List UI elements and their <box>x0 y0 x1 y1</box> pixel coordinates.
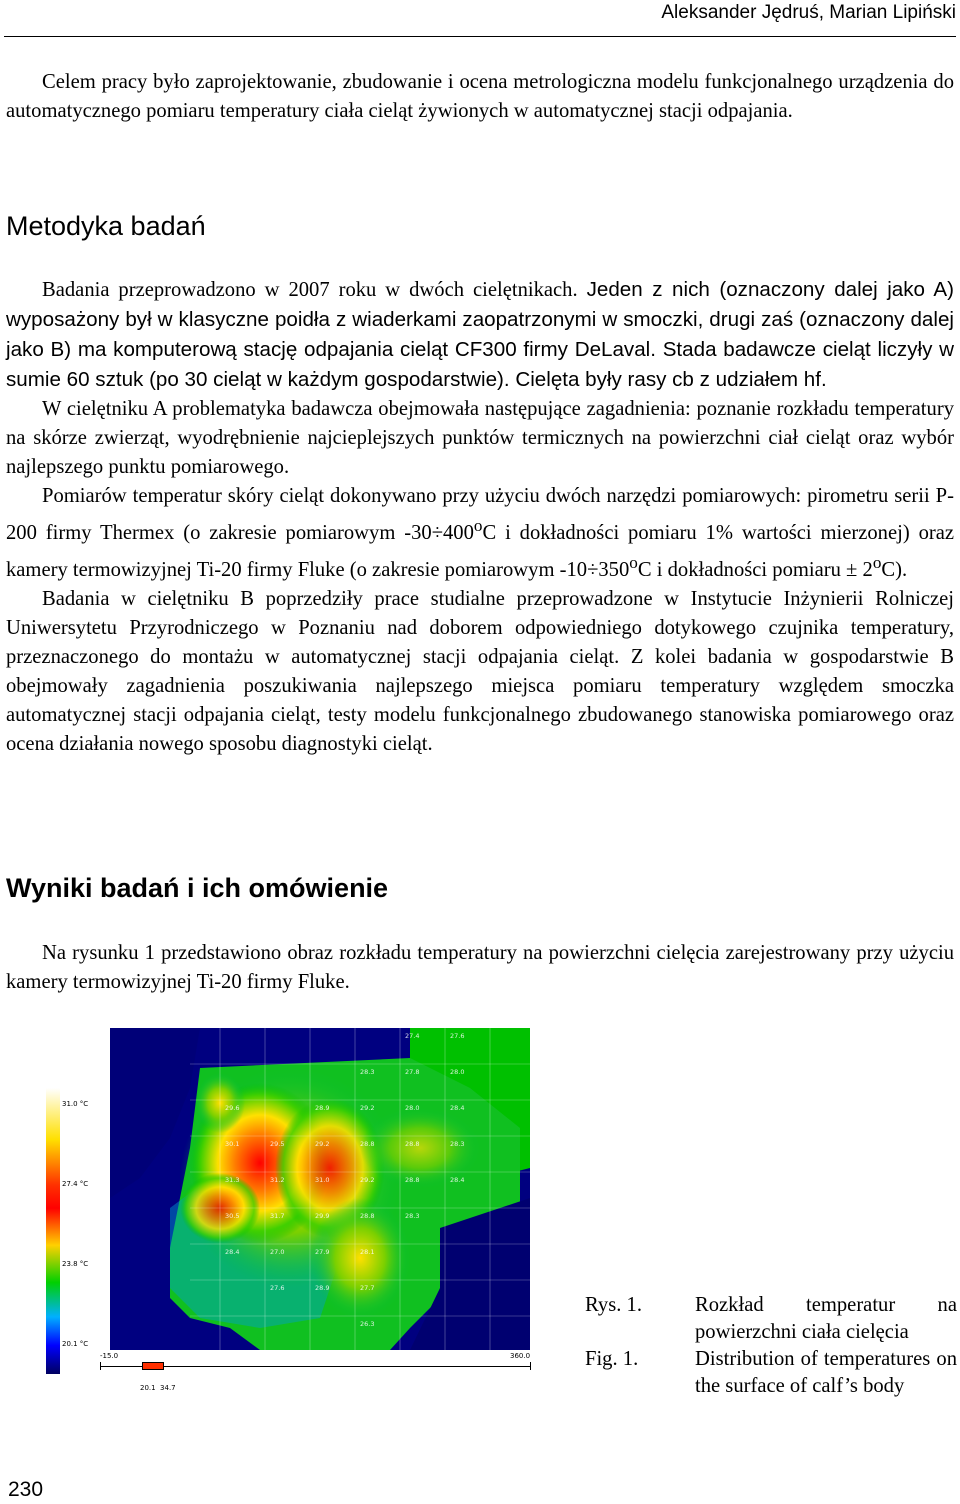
grid-temperature-label: 29.2 <box>360 1176 375 1184</box>
grid-temperature-label: 29.2 <box>360 1104 375 1112</box>
caption-pl-text: Rozkład temperatur na powierzchni ciała cielęcia <box>695 1294 957 1343</box>
grid-temperature-label: 28.3 <box>450 1140 465 1148</box>
grid-temperature-label: 31.2 <box>270 1176 285 1184</box>
section-title-methods: Metodyka badań <box>6 211 206 241</box>
range-min-label: -15.0 <box>100 1352 119 1360</box>
grid-temperature-label: 27.4 <box>405 1032 420 1040</box>
grid-temperature-label: 29.6 <box>225 1104 240 1112</box>
grid-temperature-label: 28.9 <box>315 1284 330 1292</box>
grid-temperature-label: 28.8 <box>360 1212 375 1220</box>
thermal-figure <box>42 1028 562 1408</box>
methods-paragraph-3: Pomiarów temperatur skóry cieląt dokonywano przy użyciu dwóch narzędzi pomiarowych: pirometru serii P-200 firmy Thermex (o zakresie pomiarowym $-30\div 400^oC$ i dokładności pomiaru 1% wartości mierzonej) oraz kamery termowizyjnej Ti-20 firmy Fluke (o zakresie pomiarowym $-10\div 350^oC$ i dokładności pomiaru ± $2^oC$). <box>6 485 954 581</box>
grid-temperature-label: 28.8 <box>405 1140 420 1148</box>
range-tick-min <box>100 1362 101 1370</box>
caption-polish <box>585 1292 957 1346</box>
page-number: 230 <box>8 1478 44 1501</box>
results-block <box>6 939 954 997</box>
range-selection-marker <box>142 1362 164 1370</box>
caption-en-text: Distribution of temperatures on the surface of calf’s body <box>695 1348 957 1397</box>
grid-temperature-label: 27.8 <box>405 1068 420 1076</box>
grid-temperature-label: 27.0 <box>270 1248 285 1256</box>
thermal-image-svg <box>110 1028 530 1350</box>
grid-temperature-label: 31.0 <box>315 1176 330 1184</box>
figure-caption <box>585 1292 957 1400</box>
grid-temperature-label: 30.1 <box>225 1140 240 1148</box>
range-max-label: 360.0 <box>510 1352 531 1360</box>
caption-pl-label: Rys. 1. <box>585 1294 642 1316</box>
grid-temperature-label: 28.4 <box>225 1248 240 1256</box>
header-authors: Aleksander Jędruś, Marian Lipiński <box>661 2 956 23</box>
grid-temperature-label: 29.2 <box>315 1140 330 1148</box>
intro-block <box>6 68 954 126</box>
grid-temperature-label: 27.7 <box>360 1284 375 1292</box>
caption-english <box>585 1346 957 1400</box>
methods-paragraph-2: W cielętniku A problematyka badawcza obejmowała następujące zagadnienia: poznanie rozkładu temperatury na skórze zwierząt, wyodrębnienie najcieplejszych punktów termicznych na powierzchni ciał cieląt oraz wybór najlepszego punktu pomiarowego. <box>6 398 954 478</box>
grid-temperature-label: 28.3 <box>360 1068 375 1076</box>
grid-temperature-label: 28.1 <box>360 1248 375 1256</box>
scale-label-2: 27.4 °C <box>62 1180 89 1188</box>
range-axis <box>100 1366 530 1367</box>
grid-temperature-label: 28.9 <box>315 1104 330 1112</box>
grid-temperature-label: 31.3 <box>225 1176 240 1184</box>
caption-en-label: Fig. 1. <box>585 1348 639 1370</box>
methods-block <box>6 275 954 759</box>
grid-temperature-label: 27.6 <box>270 1284 285 1292</box>
grid-temperature-label: 29.5 <box>270 1140 285 1148</box>
results-paragraph-1: Na rysunku 1 przedstawiono obraz rozkładu temperatury na powierzchni cielęcia zarejestrowany przy użyciu kamery termowizyjnej Ti-20 firmy Fluke. <box>6 942 954 993</box>
grid-temperature-label: 28.4 <box>450 1104 465 1112</box>
grid-temperature-label: 28.0 <box>405 1104 420 1112</box>
running-header <box>4 0 956 37</box>
intro-paragraph: Celem pracy było zaprojektowanie, zbudowanie i ocena metrologiczna modelu funkcjonalnego urządzenia do automatycznego pomiaru temperatury ciała cieląt żywionych w automatycznej stacji odpajania. <box>6 71 954 122</box>
scale-label-1: 31.0 °C <box>62 1100 89 1108</box>
scale-label-3: 23.8 °C <box>62 1260 89 1268</box>
section-title-results: Wyniki badań i ich omówienie <box>6 873 389 903</box>
thermal-image <box>110 1028 530 1350</box>
scale-label-4: 20.1 °C <box>62 1340 89 1348</box>
methods-paragraph-4: Badania w cielętniku B poprzedziły prace studialne przeprowadzone w Instytucie Inżynierii Rolniczej Uniwersytetu Przyrodniczego w Poznaniu nad doborem odpowiedniego dotykowego czujnika temperatury, przeznaczonego do montażu w automatycznej stacji odpajania cieląt. Z kolei badania w gospodarstwie B obejmowały zagadnienia poszukiwania najlepszego miejsca pomiaru temperatury względem smoczka automatycznej stacji odpajania cieląt, testy modelu funkcjonalnego zbudowanego stanowiska pomiarowego oraz ocena działania nowego sposobu diagnostyki cieląt. <box>6 587 954 755</box>
temperature-scale-bar <box>46 1088 60 1374</box>
grid-temperature-label: 28.8 <box>405 1176 420 1184</box>
grid-temperature-label: 28.8 <box>360 1140 375 1148</box>
grid-temperature-label: 28.3 <box>405 1212 420 1220</box>
grid-temperature-label: 28.0 <box>450 1068 465 1076</box>
grid-temperature-label: 27.6 <box>450 1032 465 1040</box>
grid-temperature-label: 26.3 <box>360 1320 375 1328</box>
grid-temperature-label: 28.4 <box>450 1176 465 1184</box>
range-tick-max <box>530 1362 531 1370</box>
grid-temperature-label: 27.9 <box>315 1248 330 1256</box>
grid-temperature-label: 31.7 <box>270 1212 285 1220</box>
methods-paragraph-1: Badania przeprowadzono w 2007 roku w dwóch cielętnikach. Jeden z nich (oznaczony dalej jako A) wyposażony był w klasyczne poidła z wiaderkami zaopatrzonymi w smoczki, drugi zaś (oznaczony dalej jako B) ma komputerową stację odpajania cieląt CF300 firmy DeLaval. Stada badawcze cieląt liczyły w sumie 60 sztuk (po 30 cieląt w każdym gospodarstwie). Cielęta były rasy cb z udziałem hf. <box>6 278 954 391</box>
grid-temperature-label: 30.5 <box>225 1212 240 1220</box>
grid-temperature-label: 29.9 <box>315 1212 330 1220</box>
range-selection-label: 20.1 34.7 <box>140 1384 176 1392</box>
